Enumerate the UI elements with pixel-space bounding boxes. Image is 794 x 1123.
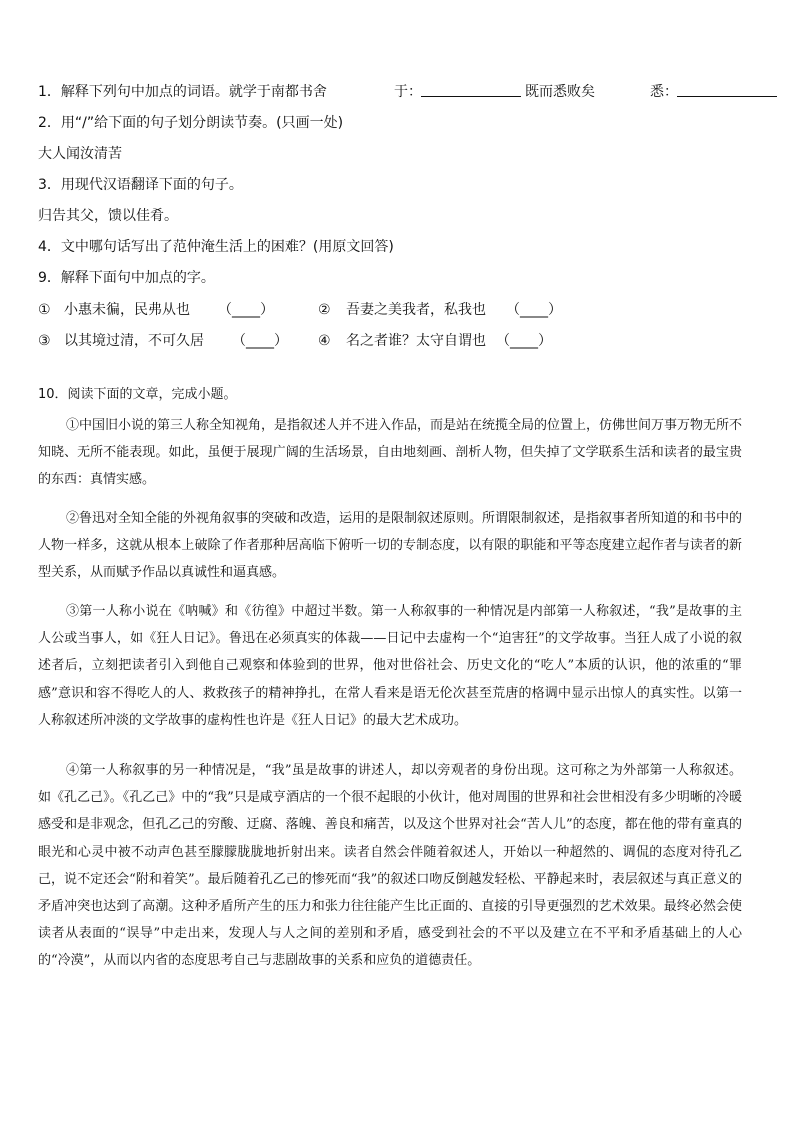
question-3-sentence: 归告其父，馈以佳肴。 xyxy=(38,208,178,224)
answer-blank-yu[interactable] xyxy=(421,82,521,97)
q9-item-2-blank[interactable]: （____） xyxy=(506,302,562,318)
answer-blank-xi[interactable] xyxy=(677,82,777,97)
essay-paragraph-1: ①中国旧小说的第三人称全知视角，是指叙述人并不进入作品，而是站在统揽全局的位置上，仿佛世间万事万物无所不知晓、无所不能表现。如此，虽便于展现广阔的生活场景，自由地刻画、剖析人物，但失掉了文学联系生活和读者的最宝贵的东西：真情实感。 xyxy=(38,418,743,488)
question-4: 4．文中哪句话写出了范仲淹生活上的困难？(用原文回答) xyxy=(38,239,394,255)
q9-item-2-text: 吾妻之美我者，私我也 xyxy=(346,302,486,318)
question-3: 3．用现代汉语翻译下面的句子。 xyxy=(38,177,243,193)
question-10-title: 10．阅读下面的文章，完成小题。 xyxy=(38,387,237,402)
essay-paragraph-3: ③第一人称小说在《呐喊》和《彷徨》中超过半数。第一人称叙事的一种情况是内部第一人称叙述，“我”是故事的主人公或当事人，如《狂人日记》。鲁迅在必须真实的体裁——日记中去虚构一个“迫害狂”的文学故事。当狂人成了小说的叙述者后，立刻把读者引入到他自己观察和体验到的世界，他对世俗社会、历史文化的“吃人”本质的认识，他的浓重的“罪感”意识和容不得吃人的人、救救孩子的精神挣扎，在常人看来是语无伦次甚至荒唐的格调中显示出惊人的真实性。以第一人称叙述所冲淡的文学故事的虚构性也许是《狂人日记》的最大艺术成功。 xyxy=(38,604,742,728)
question-1-label-yu: 于： xyxy=(394,84,422,100)
essay-paragraph-4: ④第一人称叙事的另一种情况是，“我”虽是故事的讲述人，却以旁观者的身份出现。这可称之为外部第一人称叙述。如《孔乙己》。《孔乙己》中的“我”只是咸亨酒店的一个很不起眼的小伙计，他对周围的世界和社会世相没有多少明晰的冷暖感受和是非观念，但孔乙己的穷酸、迂腐、落魄、善良和痛苦，以及这个世界对社会“苦人儿”的态度，都在他的带有童真的眼光和心灵中被不动声色甚至朦朦胧胧地折射出来。读者自然会伴随着叙述人，开始以一种超然的、调侃的态度对待孔乙己，说不定还会“附和着笑”。最后随着孔乙己的惨死而“我”的叙述口吻反倒越发轻松、平静起来时，表层叙述与真正意义的矛盾冲突也达到了高潮。这种矛盾所产生的压力和张力往往能产生比正面的、直接的引导更强烈的艺术效果。最终必然会使读者从表面的“误导”中走出来，发现人与人之间的差别和矛盾，感受到社会的不平以及建立在不平和矛盾基础上的人心的“冷漠”，从而以内省的态度思考自己与悲剧故事的关系和应负的道德责任。 xyxy=(38,763,742,969)
question-1-phrase-ji: 既而悉败矣 xyxy=(525,84,595,100)
question-2: 2．用“/”给下面的句子划分朗读节奏。(只画一处) xyxy=(38,115,344,131)
q9-item-4-blank[interactable]: （____） xyxy=(496,333,552,349)
question-9: 9．解释下面句中加点的字。 xyxy=(38,270,215,286)
q9-item-1-blank[interactable]: （____） xyxy=(218,302,274,318)
q9-item-1-num: ① xyxy=(38,302,51,318)
q9-item-2-num: ② xyxy=(318,302,331,318)
q9-item-3-text: 以其境过清，不可久居 xyxy=(64,333,204,349)
q9-item-3-blank[interactable]: （____） xyxy=(232,333,288,349)
question-1-label-xi: 悉： xyxy=(650,84,678,100)
q9-item-4-num: ④ xyxy=(318,333,331,349)
question-1 xyxy=(38,82,758,102)
q9-item-3-num: ③ xyxy=(38,333,51,349)
q9-item-1-text: 小惠未徧，民弗从也 xyxy=(64,302,190,318)
question-2-sentence: 大人闻汝清苦 xyxy=(38,146,122,162)
question-1-text: 1．解释下列句中加点的词语。就学于南都书舍 xyxy=(38,84,327,100)
essay-paragraph-2: ②鲁迅对全知全能的外视角叙事的突破和改造，运用的是限制叙述原则。所谓限制叙述，是指叙事者所知道的和书中的人物一样多，这就从根本上破除了作者那种居高临下俯听一切的专制态度，以有限的职能和平等态度建立起作者与读者的新型关系，从而赋予作品以真诚性和逼真感。 xyxy=(38,511,743,581)
q9-item-4-text: 名之者谁？太守自谓也 xyxy=(346,333,486,349)
